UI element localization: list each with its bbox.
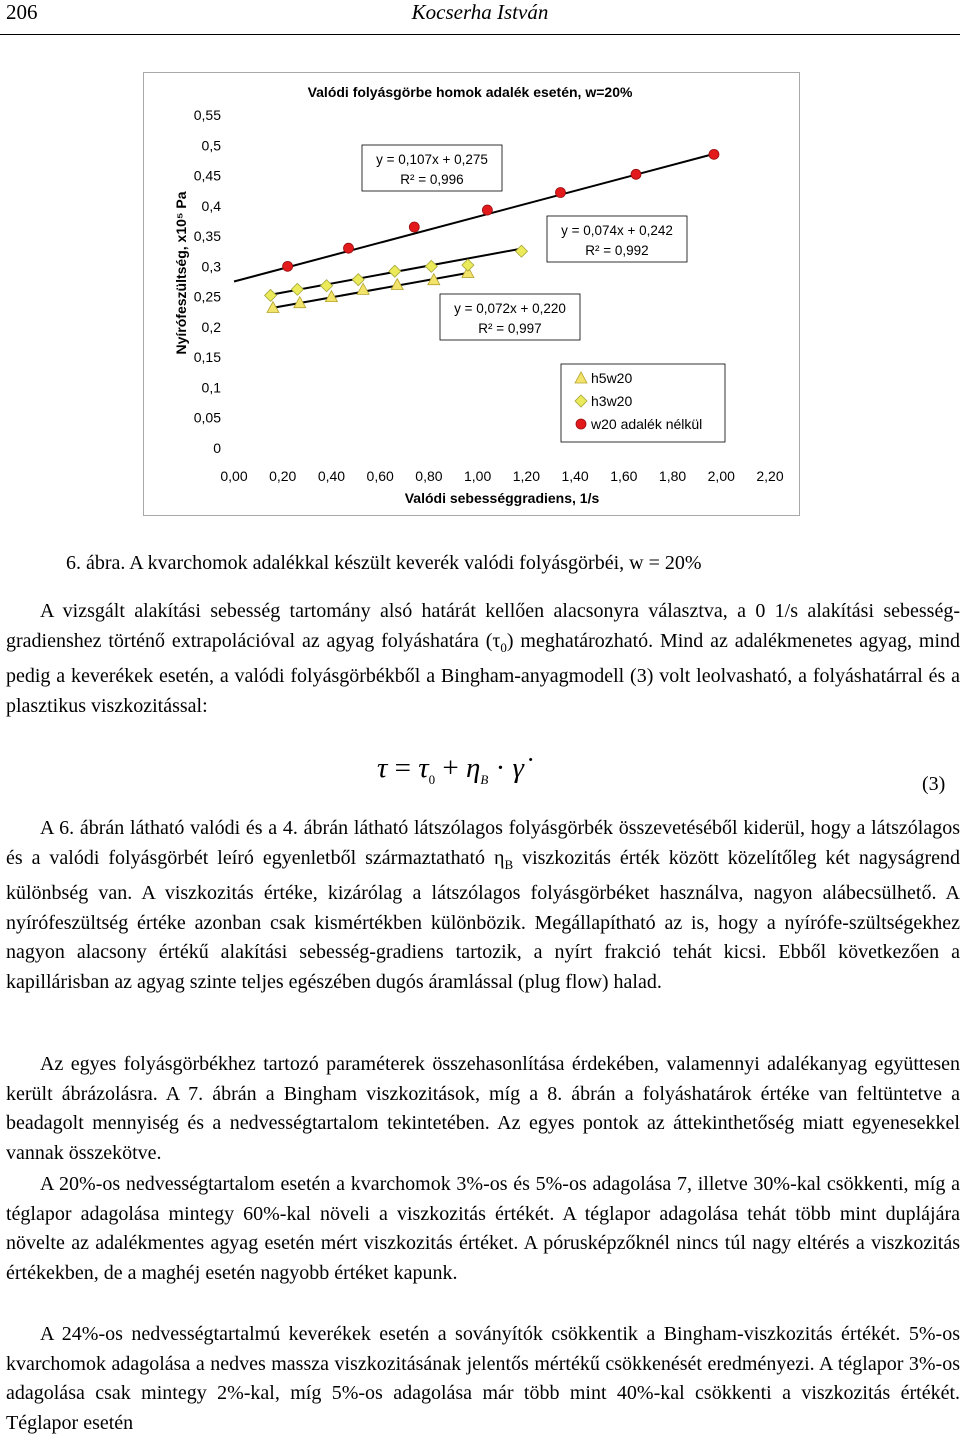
eq-equals: = <box>394 752 411 784</box>
x-tick-label: 1,40 <box>561 468 589 484</box>
data-point-diamond <box>389 265 401 277</box>
eq-tau: τ <box>377 752 388 784</box>
chart-title: Valódi folyásgörbe homok adalék esetén, w=20% <box>307 84 633 100</box>
data-point-circle <box>555 187 565 197</box>
trend-r-squared: R² = 0,997 <box>478 321 542 336</box>
paragraph-2-text-b: viszkozitás érték között közelítőleg két nagyságrend különbség van. A viszkozitás értéke, kizárólag a látszólagos folyásgörbéket használva, nagyon alábecsülhető. A nyírófeszültség értéke azonban csak kismértékben különbözik. Megállapítható az is, hogy a nyírófe-szültségekhez nagyon alacsony értékű alakítási sebesség-gradiens tartozik, a nyírt frakció tehát kicsi. Ebből következően a kapillárisban az agyag szinte teljes egészében dugós áramlással (plug flow) halad. <box>6 846 960 993</box>
paragraph-2 <box>6 814 960 998</box>
y-tick-label: 0,2 <box>201 318 221 335</box>
x-tick-label: 0,20 <box>269 468 297 484</box>
paragraph-2-text-a: A 6. ábrán látható valódi és a 4. ábrán látható látszólagos folyásgörbék összevetéséből kiderül, hogy a látszólagos és a valódi folyásgörbét leíró egyenletből származtatható η <box>6 817 960 869</box>
trend-r-squared: R² = 0,992 <box>585 243 649 258</box>
y-tick-label: 0,5 <box>201 137 221 154</box>
data-point-diamond <box>515 245 527 257</box>
paragraph-3 <box>6 1050 960 1168</box>
data-point-circle <box>631 169 641 179</box>
legend-label: h5w20 <box>591 370 633 386</box>
trend-equation: y = 0,074x + 0,242 <box>561 223 673 238</box>
data-point-circle <box>344 243 354 253</box>
flow-curve-chart <box>144 73 799 515</box>
trend-equation: y = 0,107x + 0,275 <box>376 152 488 167</box>
x-tick-label: 1,80 <box>658 468 687 484</box>
x-tick-label: 1,00 <box>464 468 492 484</box>
paragraph-3-text: Az egyes folyásgörbékhez tartozó paraméterek összehasonlítása érdekében, valamennyi adalékanyag együttesen került ábrázolásra. A 7. ábrán a Bingham viszkozitások, míg a 8. ábrán a folyáshatárok értéke van feltüntetve a beadagolt mennyiség és a nedvességtartalom tekintetében. Az egyes pontok az áttekinthetőség miatt egyenesekkel vannak összekötve. <box>6 1053 960 1164</box>
paragraph-5 <box>6 1320 960 1438</box>
running-author: Kocserha István <box>411 0 549 24</box>
page-header <box>0 0 960 35</box>
y-tick-label: 0,35 <box>193 228 221 245</box>
data-point-circle <box>709 149 719 159</box>
chart-frame <box>143 72 800 516</box>
y-tick-label: 0,3 <box>201 258 221 275</box>
eq-gamma-dot: γ̇ <box>512 752 524 784</box>
eq-tau0-sub: 0 <box>428 771 436 787</box>
eq-tau0: τ <box>418 752 429 784</box>
paragraph-1 <box>6 597 960 721</box>
x-axis-label: Valódi sebességgradiens, 1/s <box>404 490 600 506</box>
etaB-subscript: B <box>504 856 514 872</box>
tau0-subscript: 0 <box>500 639 507 655</box>
eq-eta: η <box>466 752 481 784</box>
data-point-circle <box>409 222 419 232</box>
x-tick-label: 2,20 <box>756 468 784 484</box>
legend-label: w20 adalék nélkül <box>591 416 703 432</box>
paragraph-4-text: A 20%-os nedvességtartalom esetén a kvarchomok 3%-os és 5%-os adagolása 7, illetve 30%-kal csökkenti, míg a téglapor adagolása mintegy 60%-kal növeli a viszkozitás értékét. A téglapor adagolása tehát több mint duplájára növelte az adalékmentes agyag esetén mért viszkozitás értéket. A pórusképzőknél nincs túl nagy eltérés a viszkozitás értékekben, de a maghéj esetén nagyobb értéket kapunk. <box>6 1173 960 1284</box>
y-axis-label: Nyírófeszültség, x10⁵ Pa <box>173 191 189 355</box>
legend-label: h3w20 <box>591 393 633 409</box>
data-point-diamond <box>462 259 474 271</box>
y-tick-label: 0,55 <box>193 107 221 123</box>
page-number: 206 <box>6 0 38 24</box>
legend-marker-circle <box>576 419 586 429</box>
x-tick-label: 0,60 <box>366 468 394 484</box>
bingham-equation <box>377 752 524 788</box>
equation-number: (3) <box>922 773 946 795</box>
paragraph-4 <box>6 1170 960 1288</box>
data-point-circle <box>283 261 293 271</box>
x-tick-label: 0,00 <box>220 468 248 484</box>
data-point-circle <box>482 205 492 215</box>
data-point-diamond <box>321 280 333 292</box>
eq-dot: · <box>495 752 506 784</box>
x-tick-label: 1,60 <box>610 468 638 484</box>
data-point-diamond <box>291 283 303 295</box>
data-point-diamond <box>265 289 277 301</box>
x-tick-label: 0,40 <box>317 468 346 484</box>
y-tick-label: 0,1 <box>201 379 221 396</box>
data-point-diamond <box>425 260 437 272</box>
trend-equation: y = 0,072x + 0,220 <box>454 301 566 316</box>
y-tick-label: 0,45 <box>193 167 221 184</box>
x-tick-label: 1,20 <box>512 468 540 484</box>
paragraph-1-text-b: ) meghatározható. Mind az adalékmenetes agyag, mind pedig a keverékek esetén, a valódi folyásgörbékből a Bingham-anyagmodell (3) volt leolvasható, a folyáshatárral és a plasztikus viszkozitással: <box>6 629 960 717</box>
trend-r-squared: R² = 0,996 <box>400 172 464 187</box>
paragraph-5-text: A 24%-os nedvességtartalmú keverékek esetén a soványítók csökkentik a Bingham-viszkozitás értékét. 5%-os kvarchomok adagolása a nedves massza viszkozitásának jelentős mértékű csökkenését eredményezi. A téglapor 3%-os adagolása csak mintegy 2%-kal, míg 5%-os adagolása már több mint 40%-kal csökkenti a viszkozitás értékét. Téglapor esetén <box>6 1323 960 1434</box>
eq-eta-sub: B <box>480 771 489 787</box>
y-tick-label: 0 <box>213 440 221 456</box>
figure-caption: 6. ábra. A kvarchomok adalékkal készült keverék valódi folyásgörbéi, w = 20% <box>66 552 702 574</box>
y-tick-label: 0,4 <box>201 197 221 214</box>
x-tick-label: 0,80 <box>415 468 443 484</box>
y-tick-label: 0,25 <box>193 288 221 305</box>
y-tick-label: 0,15 <box>193 349 221 366</box>
eq-plus: + <box>442 752 459 784</box>
x-tick-label: 2,00 <box>707 468 735 484</box>
y-tick-label: 0,05 <box>193 409 221 426</box>
paragraph-1-text-a: A vizsgált alakítási sebesség tartomány alsó határát kellően alacsonyra választva, a 0 1/s alakítási sebesség-gradienshez történő extrapolációval az agyag folyáshatára (τ <box>6 600 960 652</box>
